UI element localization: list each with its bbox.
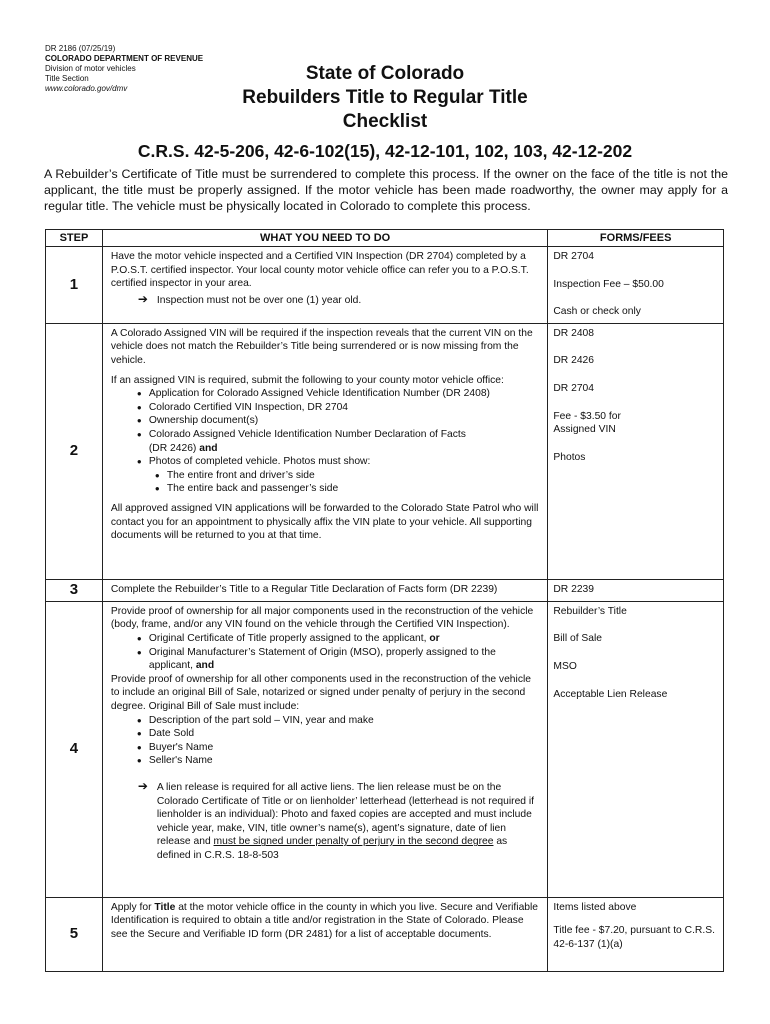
step-instructions [102, 601, 548, 897]
list-item: ● Original Certificate of Title properly assigned to the applicant, or [149, 632, 542, 646]
list-item: ● Photos of completed vehicle. Photos must show: ● The entire front and driver’s side ● The entire back and passenger’s side [149, 455, 542, 496]
step-number: 4 [46, 601, 103, 897]
table-row [46, 601, 724, 897]
instruction-text: Provide proof of ownership for all major components used in the reconstruction of the vehicle (body, frame, and/or any VIN found on the vehicle through the Certified VIN Inspection). [110, 605, 534, 631]
list-item: ● Colorado Certified VIN Inspection, DR 2704 [149, 401, 542, 415]
instruction-text: Have the motor vehicle inspected and a Certified VIN Inspection (DR 2704) completed by a P.O.S.T. certified inspector. Your local county motor vehicle office can refer you to a P.O.S.T. certified inspector in your area. [110, 251, 529, 290]
form-item: DR 2704 [553, 382, 595, 394]
intro-paragraph: A Rebuilder’s Certificate of Title must be surrendered to complete this process. If the owner on the face of the title is not the applicant, the title must be properly assigned. If the motor vehicle has been made roadworthy, the owner may apply for a regular title. The vehicle must be physically located in Colorado to complete this process. [44, 167, 728, 213]
form-item: Items listed above [553, 901, 637, 913]
statute-reference: C.R.S. 42-5-206, 42-6-102(15), 42-12-101, 102, 103, 42-12-202 [137, 141, 633, 161]
note-text: A lien release is required for all active liens. The lien release must be on the Colorado Certificate of Title or on lienholder’ letterhead (letterhead is not required if lienholder is an individual): Photo and faxed copies are accepted and must include vehicle year, make, VIN, title owner’s name(s), agent’s signature, date of lien release and must be signed under penalty of perjury in the second degree as defined in C.R.S. 18-8-503 [156, 781, 535, 861]
section-name: Title Section [45, 74, 89, 83]
form-item: Bill of Sale [553, 633, 603, 645]
list-item: ● Application for Colorado Assigned Vehicle Identification Number (DR 2408) [149, 387, 542, 401]
step-note [111, 778, 542, 863]
note-text: Inspection must not be over one (1) year old. [156, 294, 362, 306]
title-line-1: State of Colorado [305, 63, 465, 84]
step-forms [548, 579, 724, 601]
form-item: DR 2239 [553, 583, 595, 595]
website-link[interactable]: www.colorado.gov/dmv [45, 84, 128, 93]
list-item: ● Ownership document(s) [149, 414, 542, 428]
photo-requirements-list [149, 469, 542, 496]
form-item: Cash or check only [553, 306, 641, 318]
table-row [46, 323, 724, 579]
step-note [111, 291, 542, 308]
form-item: Rebuilder’s Title [553, 605, 627, 617]
form-item: Photos [553, 451, 586, 463]
instruction-text: If an assigned VIN is required, submit the following to your county motor vehicle office: [110, 374, 504, 386]
step-number: 5 [46, 897, 103, 971]
department-name: COLORADO DEPARTMENT OF REVENUE [45, 54, 204, 63]
form-item: DR 2408 [553, 327, 595, 339]
instruction-text: A Colorado Assigned VIN will be required if the inspection reveals that the current VIN on the vehicle does not match the Rebuilder’s Title being surrendered or is now missing from the vehicle. [110, 327, 533, 366]
step-instructions [102, 579, 548, 601]
step-instructions [102, 323, 548, 579]
step-number: 2 [46, 323, 103, 579]
header-what: WHAT YOU NEED TO DO [102, 230, 548, 247]
table-row [46, 579, 724, 601]
list-item: ● Buyer's Name [149, 741, 542, 755]
list-item: ● Date Sold [149, 727, 542, 741]
step-forms [548, 601, 724, 897]
title-line-3: Checklist [342, 111, 428, 132]
step-number: 3 [46, 579, 103, 601]
ownership-list [111, 632, 542, 673]
list-item: ● Seller's Name [149, 754, 542, 768]
table-row [46, 247, 724, 324]
form-item: Fee - $3.50 for Assigned VIN [553, 410, 621, 436]
instruction-text: All approved assigned VIN applications will be forwarded to the Colorado State Patrol who will contact you for an appointment to physically affix the VIN plate to your vehicle. All supporting documents will be returned to you at that time. [110, 502, 539, 542]
instruction-text: Apply for Title at the motor vehicle office in the county in which you live. Secure and Verifiable Identification is required to obtain a title and/or registration in the State of Colorado. Please see the Secure and Verifiable ID form (DR 2481) for a list of acceptable documents. [110, 901, 539, 940]
bill-of-sale-list [111, 714, 542, 768]
step-forms [548, 897, 724, 971]
step-instructions [102, 247, 548, 324]
division-name: Division of motor vehicles [45, 64, 136, 73]
checklist-table [45, 229, 724, 972]
step-forms [548, 323, 724, 579]
header-step: STEP [46, 230, 103, 247]
form-item: MSO [553, 660, 577, 672]
list-item: ● Colorado Assigned Vehicle Identification Number Declaration of Facts (DR 2426) and [149, 428, 542, 455]
instruction-text: Complete the Rebuilder’s Title to a Regular Title Declaration of Facts form (DR 2239) [110, 583, 498, 595]
list-item: ● Description of the part sold – VIN, year and make [149, 714, 542, 728]
form-item: Inspection Fee – $50.00 [553, 278, 664, 290]
arrow-right-icon: ➔ [137, 778, 148, 793]
title-line-2: Rebuilders Title to Regular Title [242, 87, 528, 108]
step-number: 1 [46, 247, 103, 324]
document-title [0, 62, 770, 163]
table-header-row [46, 230, 724, 247]
list-item: ● The entire front and driver’s side [167, 469, 542, 483]
instruction-text: Provide proof of ownership for all other components used in the reconstruction of the vehicle to include an original Bill of Sale, notarized or signed under penalty of perjury in the second degree. Original Bill of Sale must include: [110, 673, 531, 712]
form-item: Title fee - $7.20, pursuant to C.R.S. 42-6-137 (1)(a) [553, 925, 715, 950]
step-instructions [102, 897, 548, 971]
form-item: DR 2426 [553, 355, 595, 367]
form-number: DR 2186 (07/25/19) [45, 44, 116, 53]
header-forms: FORMS/FEES [548, 230, 724, 247]
list-item: ● The entire back and passenger’s side [167, 482, 542, 496]
step-forms [548, 247, 724, 324]
requirements-list [111, 387, 542, 496]
form-item: Acceptable Lien Release [553, 688, 668, 700]
arrow-right-icon: ➔ [137, 291, 148, 306]
table-row [46, 897, 724, 971]
list-item: ● Original Manufacturer’s Statement of Origin (MSO), properly assigned to the applicant, and [149, 646, 542, 673]
form-item: DR 2704 [553, 251, 595, 262]
